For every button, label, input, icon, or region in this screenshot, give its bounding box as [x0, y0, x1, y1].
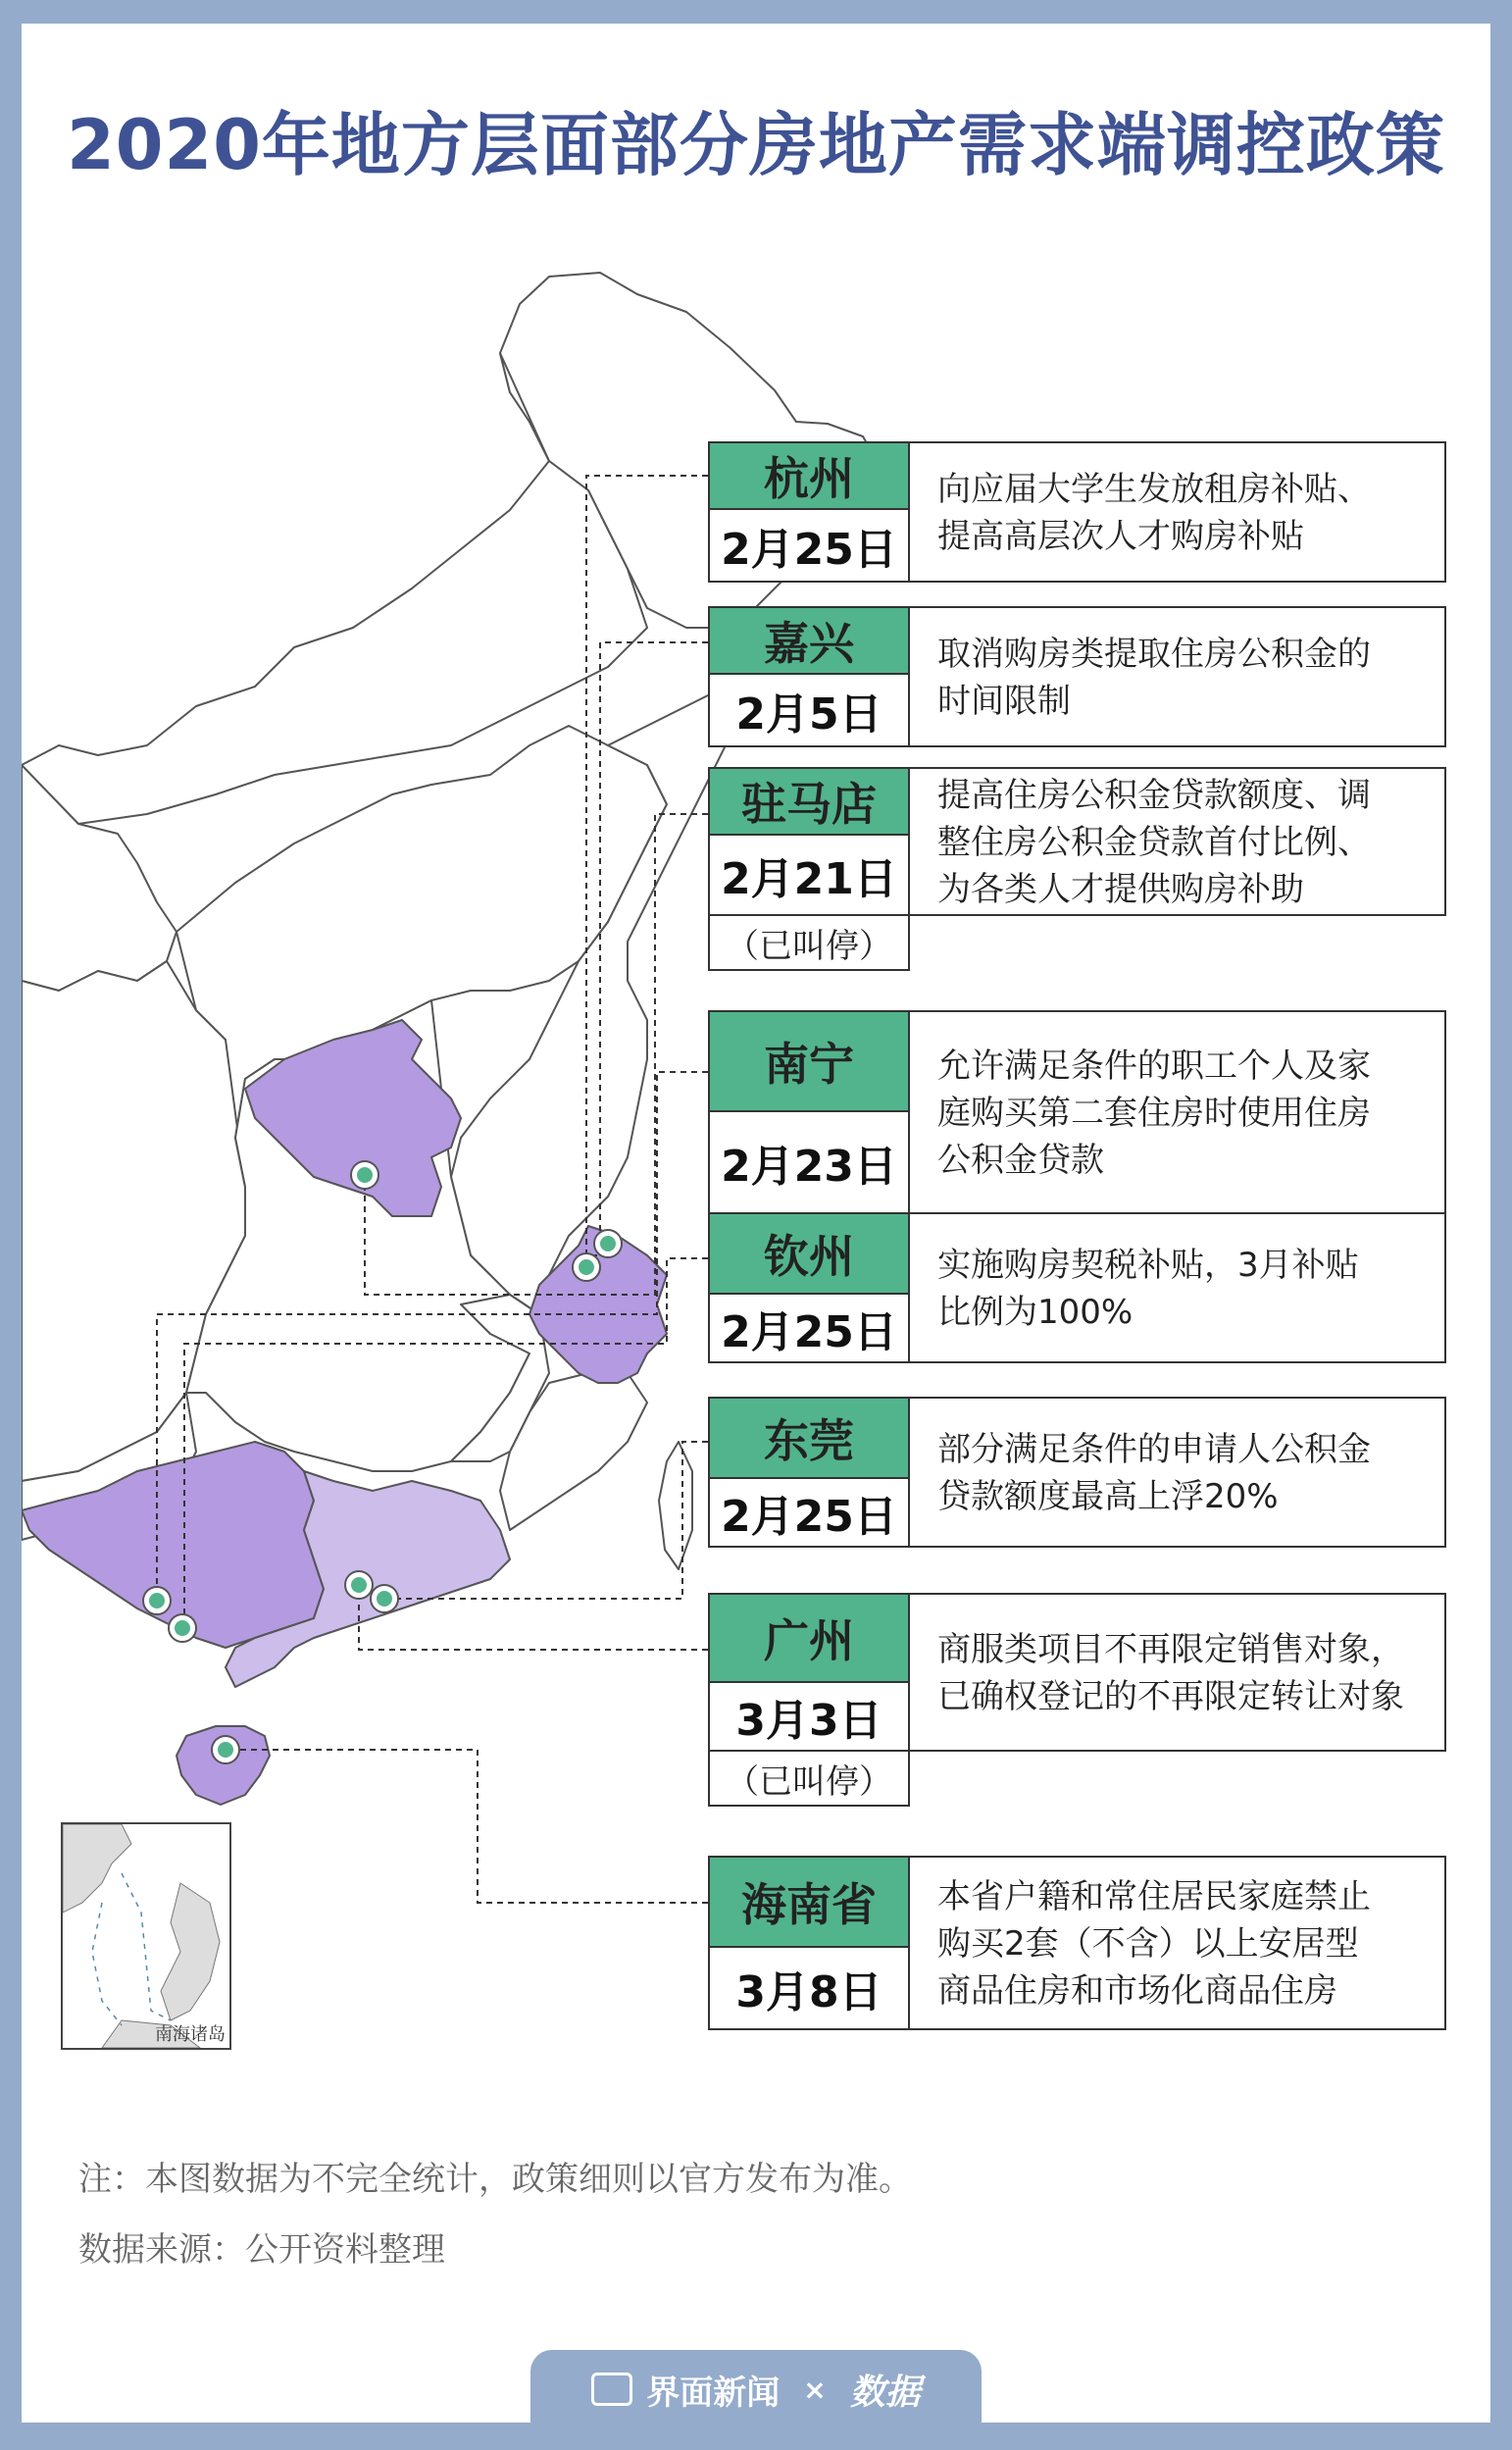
policy-description: 实施购房契税补贴，3月补贴 比例为100% — [910, 1212, 1446, 1363]
data-source: 数据来源：公开资料整理 — [78, 2230, 445, 2270]
inset-label: 南海诸岛 — [155, 2024, 226, 2045]
inset-map — [63, 1824, 229, 2048]
city-name: 海南省 — [708, 1856, 910, 1948]
policy-date: 2月25日 — [708, 1479, 910, 1548]
policy-description: 商服类项目不再限定销售对象， 已确权登记的不再限定转让对象 — [910, 1593, 1446, 1752]
marker-zhumadian — [351, 1161, 378, 1189]
marker-hangzhou — [594, 1230, 622, 1257]
city-name: 南宁 — [708, 1010, 910, 1112]
policy-date: 3月3日 — [708, 1683, 910, 1752]
policy-date: 2月25日 — [708, 1295, 910, 1363]
marker-dongguan — [371, 1585, 398, 1612]
policy-description: 部分满足条件的申请人公积金 贷款额度最高上浮20% — [910, 1397, 1446, 1548]
marker-qinzhou — [169, 1614, 196, 1642]
separator: × — [803, 2373, 827, 2406]
brand-name: 界面新闻 — [646, 2373, 781, 2413]
policy-date: 2月25日 — [708, 510, 910, 583]
page-title: 2020年地方层面部分房地产需求端调控政策 — [67, 105, 1445, 185]
partner-logo: 数据 — [849, 2372, 921, 2413]
marker-hainan — [212, 1736, 239, 1763]
marker-guangzhou — [345, 1571, 373, 1599]
city-name: 嘉兴 — [708, 606, 910, 675]
city-name: 东莞 — [708, 1397, 910, 1479]
policy-description: 本省户籍和常住居民家庭禁止 购买2套（不含）以上安居型 商品住房和市场化商品住房 — [910, 1856, 1446, 2030]
jiemian-logo-icon — [591, 2373, 632, 2406]
policy-date: 3月8日 — [708, 1948, 910, 2030]
marker-jiaxing — [573, 1253, 600, 1281]
marker-nanning — [143, 1587, 171, 1614]
city-name: 钦州 — [708, 1212, 910, 1295]
policy-date: 2月5日 — [708, 675, 910, 747]
city-name: 杭州 — [708, 441, 910, 510]
city-name: 驻马店 — [708, 767, 910, 836]
policy-description: 允许满足条件的职工个人及家 庭购买第二套住房时使用住房 公积金贷款 — [910, 1010, 1446, 1214]
taiwan — [659, 1442, 692, 1569]
policy-description: 向应届大学生发放租房补贴、 提高高层次人才购房补贴 — [910, 441, 1446, 583]
policy-date: 2月21日 — [708, 836, 910, 916]
footer-badge — [530, 2350, 982, 2428]
city-name: 广州 — [708, 1593, 910, 1683]
stopped-badge: （已叫停） — [708, 1752, 910, 1807]
tibet-qinghai — [22, 961, 245, 1481]
policy-date: 2月23日 — [708, 1112, 910, 1214]
policy-description: 提高住房公积金贷款额度、调 整住房公积金贷款首付比例、 为各类人才提供购房补助 — [910, 767, 1446, 916]
policy-description: 取消购房类提取住房公积金的 时间限制 — [910, 606, 1446, 747]
footnote: 注：本图数据为不完全统计，政策细则以官方发布为准。 — [78, 2160, 912, 2199]
south-china-sea-inset — [61, 1822, 231, 2050]
stopped-badge: （已叫停） — [708, 916, 910, 971]
